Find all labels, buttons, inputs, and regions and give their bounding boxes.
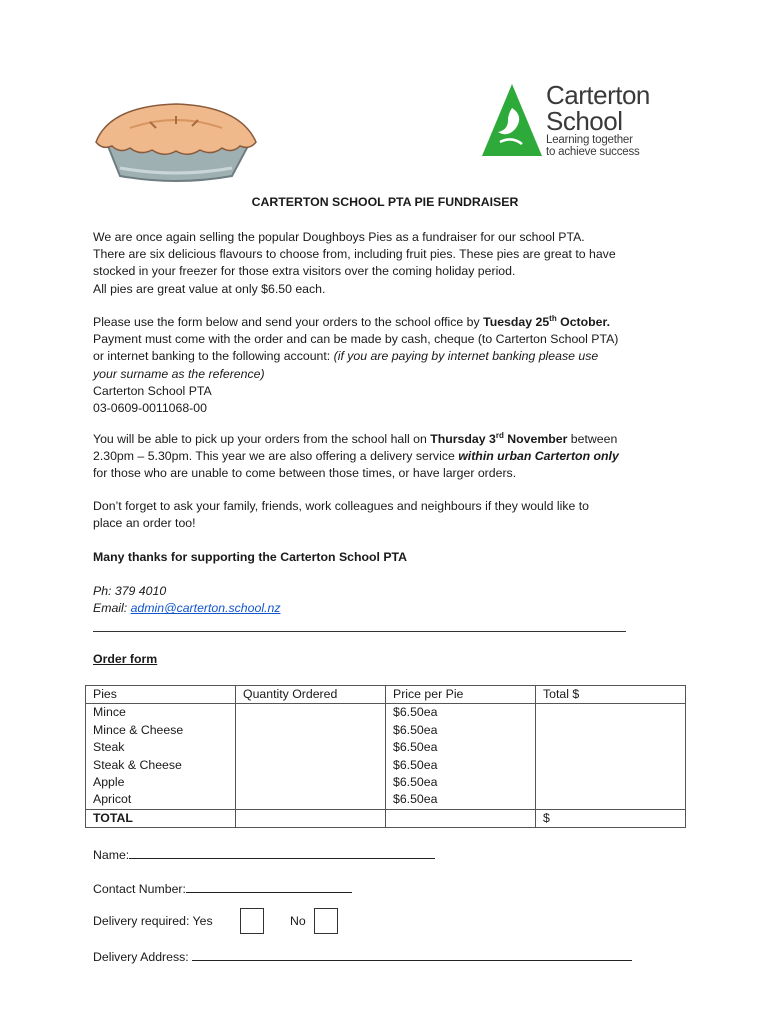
header-price: Price per Pie xyxy=(386,686,536,704)
table-row xyxy=(86,791,686,809)
total-row xyxy=(86,809,686,827)
total-cell[interactable] xyxy=(536,774,686,791)
page-title: CARTERTON SCHOOL PTA PIE FUNDRAISER xyxy=(251,195,519,209)
thanks-line: Many thanks for supporting the Carterton School PTA xyxy=(93,550,408,564)
pie-name: Apple xyxy=(86,774,236,791)
section-divider xyxy=(93,631,626,632)
pickup-paragraph: You will be able to pick up your orders from the school hall on Thursday 3rd November between 2.30pm – 5.30pm. This year we are also offering a delivery service within urban Carterton only for those who are unable to come between those times, or have larger orders. xyxy=(93,430,619,481)
pie-name: Steak & Cheese xyxy=(86,757,236,774)
account-number: 03-0609-0011068-00 xyxy=(93,401,207,416)
delivery-address-field xyxy=(93,948,632,964)
quantity-cell[interactable] xyxy=(236,757,386,774)
school-logo xyxy=(478,80,668,162)
email-link[interactable]: admin@carterton.school.nz xyxy=(130,601,281,616)
phone-number: Ph: 379 4010 xyxy=(93,584,167,598)
delivery-no-checkbox[interactable] xyxy=(314,908,338,934)
header-total: Total $ xyxy=(536,686,686,704)
table-row xyxy=(86,774,686,791)
table-row xyxy=(86,757,686,774)
order-table xyxy=(85,685,686,828)
price-cell: $6.50ea xyxy=(386,739,536,756)
header-quantity: Quantity Ordered xyxy=(236,686,386,704)
pie-name: Mince xyxy=(86,704,236,722)
order-form-title: Order form xyxy=(93,652,158,666)
contact-number-label: Contact Number: xyxy=(93,882,186,896)
delivery-yes-checkbox[interactable] xyxy=(240,908,264,934)
delivery-address-label: Delivery Address: xyxy=(93,950,193,964)
delivery-no-label: No xyxy=(290,914,306,928)
logo-tagline: Learning together to achieve success xyxy=(546,134,640,158)
total-quantity-cell xyxy=(236,809,386,827)
table-row xyxy=(86,704,686,722)
delivery-address-input-line[interactable] xyxy=(192,948,632,961)
name-label: Name: xyxy=(93,848,130,862)
delivery-required-label: Delivery required: Yes xyxy=(93,914,213,928)
pie-name: Steak xyxy=(86,739,236,756)
price-cell: $6.50ea xyxy=(386,791,536,809)
name-field xyxy=(93,846,435,862)
name-input-line[interactable] xyxy=(129,846,435,859)
account-name: Carterton School PTA xyxy=(93,383,212,398)
total-cell[interactable] xyxy=(536,757,686,774)
pie-name: Apricot xyxy=(86,791,236,809)
quantity-cell[interactable] xyxy=(236,739,386,756)
pie-illustration xyxy=(90,98,262,184)
payment-paragraph: Please use the form below and send your orders to the school office by Tuesday 25th October. Payment must come with the order and can be made by cash, cheque (to Carterton School PTA) or internet banking to the following account: (if you are paying by internet banking please use your surname as the reference) Carterton School PTA 03-0609-0011068-00 xyxy=(93,314,693,417)
header-pies: Pies xyxy=(86,686,236,704)
total-cell[interactable] xyxy=(536,791,686,809)
contact-number-input-line[interactable] xyxy=(186,880,352,893)
logo-school-name: Carterton School xyxy=(546,80,650,136)
reminder-paragraph: Don’t forget to ask your family, friends, work colleagues and neighbours if they would like to place an order too! xyxy=(93,499,590,531)
quantity-cell[interactable] xyxy=(236,774,386,791)
contact-number-field xyxy=(93,880,352,896)
table-header-row xyxy=(86,686,686,704)
price-cell: $6.50ea xyxy=(386,774,536,791)
quantity-cell[interactable] xyxy=(236,722,386,739)
contact-block: Ph: 379 4010 Email: admin@carterton.school.nz xyxy=(93,584,281,616)
intro-paragraph: We are once again selling the popular Doughboys Pies as a fundraiser for our school PTA. There are six delicious flavours to choose from, including fruit pies. These pies are great to have stocked in your freezer for those extra visitors over the coming holiday period. All pies are great value at only $6.50 each. xyxy=(93,230,616,296)
quantity-cell[interactable] xyxy=(236,704,386,722)
total-label: TOTAL xyxy=(86,809,236,827)
pie-name: Mince & Cheese xyxy=(86,722,236,739)
price-cell: $6.50ea xyxy=(386,722,536,739)
quantity-cell[interactable] xyxy=(236,791,386,809)
price-cell: $6.50ea xyxy=(386,757,536,774)
total-cell[interactable] xyxy=(536,704,686,722)
price-cell: $6.50ea xyxy=(386,704,536,722)
grand-total-cell[interactable]: $ xyxy=(536,809,686,827)
table-row xyxy=(86,739,686,756)
table-row xyxy=(86,722,686,739)
total-cell[interactable] xyxy=(536,722,686,739)
total-cell[interactable] xyxy=(536,739,686,756)
total-price-cell xyxy=(386,809,536,827)
